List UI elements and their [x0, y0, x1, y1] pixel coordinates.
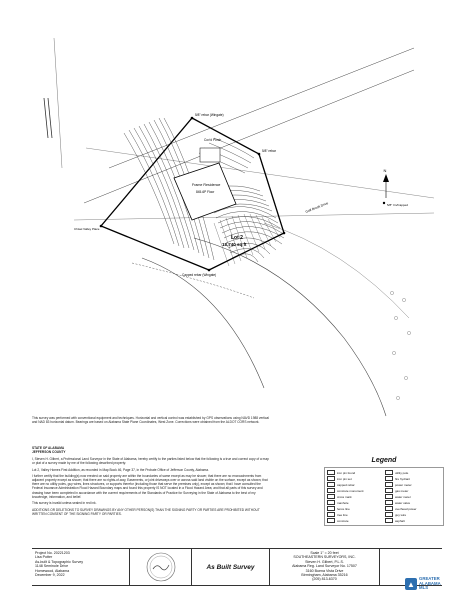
corner-se-label: 5/8" rebar	[262, 149, 276, 153]
survey-sheet	[14, 8, 437, 591]
road-edge-line	[194, 238, 386, 416]
corner-sw-label: Capped rebar (Wingate)	[182, 273, 217, 277]
lot-label: Lot 2	[231, 235, 243, 241]
legend-item: power meter	[385, 482, 441, 487]
property-address-1: 1148 Seminole Drive	[35, 564, 69, 569]
legend-item: water meter	[385, 494, 441, 499]
drawing-scale: Scale 1" = 20 feet	[310, 551, 339, 555]
road-edge-line	[74, 213, 434, 220]
legend-symbol-icon	[385, 500, 393, 505]
project-number: Project No. 20221203	[35, 551, 70, 555]
residence-label: Frame Residence	[192, 183, 221, 187]
title-block	[32, 548, 442, 586]
road-edge-line	[264, 223, 409, 318]
legend-symbol-icon	[385, 482, 393, 487]
legend-symbol-icon	[327, 518, 335, 523]
client-name: Lisa Potter	[35, 555, 53, 560]
lot-description: Lot 2, Valley Homes First Addition, as recorded in Map Book 46, Page 37, in the Probate Office of Jefferson County, Alabama.	[32, 467, 209, 472]
road-edge-line	[54, 38, 62, 168]
corner-marker	[191, 117, 194, 120]
further-certification: I further certify that the building(s) now erected on said property are within the boundaries of same except as may be shown; that there are no encroachments from adjacent property except as shown; that there are no rights-of-way, Easements, or joint driveways over or across said land visible on the surface, except as shown; that there are no utility poles, guy wires, lines structures, or supports therefor (including those that serve the premises only), except as shown; that I have consulted the Federal Insurance Administration Flood Hazard Boundary maps and found this property IS NOT located in a Flood Hazard Area; and that all parts of this survey and drawing have been completed in accordance with the current requirements of the Standards of Practice for Surveying in the State of Alabama to the best of my knowledge, information, and belief.	[32, 474, 268, 499]
legend-item: concrete	[327, 518, 383, 523]
legend-item: overhead power	[385, 506, 441, 511]
legend-symbol-icon	[385, 470, 393, 475]
east-pin-label: 5/8" Irn/Capped	[387, 203, 408, 207]
seal-stamp-icon	[145, 551, 177, 583]
legend-symbol-icon	[327, 512, 335, 517]
property-address-2: Homewood, Alabama	[35, 568, 70, 573]
firm-name: SOUTHEASTERN SURVEYORS, INC.	[293, 555, 356, 560]
legend-grid	[324, 467, 444, 526]
firm-address-2: Birmingham, Alabama 35216	[301, 573, 348, 578]
legend-symbol-icon	[327, 506, 335, 511]
legend	[324, 457, 444, 526]
road-edge-line	[142, 258, 264, 388]
surveyor-name: Steven H. Gilbert, P.L.S.	[305, 559, 344, 564]
legend-symbol-icon	[385, 512, 393, 517]
legend-symbol-icon	[327, 500, 335, 505]
survey-drawing	[14, 8, 437, 418]
legend-item: water valve	[385, 500, 441, 505]
legend-title: Legend	[371, 457, 397, 464]
road-edge-line	[84, 70, 414, 203]
legend-symbol-icon	[385, 518, 393, 523]
residence-detail: 845-6P Floor	[196, 190, 215, 194]
corner-marker	[383, 202, 385, 204]
mls-logo-icon: ▲	[405, 578, 417, 590]
surveyor-seal	[130, 549, 192, 585]
legend-item: asphalt	[385, 518, 441, 523]
legend-item: gas meter	[385, 488, 441, 493]
legend-symbol-icon	[385, 494, 393, 499]
legend-symbol-icon	[327, 482, 335, 487]
legend-symbol-icon	[327, 470, 335, 475]
lot-area: 18,740 sq ft	[222, 242, 247, 247]
north-arrow-icon	[383, 168, 389, 198]
legend-item: capped rebar	[327, 482, 383, 487]
side-label: Chisel Valley Place	[74, 227, 100, 231]
validity-note: This survey is invalid unless sealed in red ink.	[32, 501, 97, 506]
firm-info	[270, 549, 380, 585]
corner-marker	[208, 269, 211, 272]
mls-badge	[405, 572, 445, 596]
legend-item: fire hydrant	[385, 476, 441, 481]
legend-item: fence line	[327, 506, 383, 511]
survey-date: December 9, 2022	[35, 573, 65, 578]
legend-item: manhole	[327, 500, 383, 505]
legend-symbol-icon	[385, 488, 393, 493]
road-centerline	[44, 98, 48, 138]
legend-symbol-icon	[385, 476, 393, 481]
county-heading: JEFFERSON COUNTY	[32, 450, 66, 455]
legend-item: guy wire	[385, 512, 441, 517]
survey-type: As Built Survey	[192, 549, 270, 585]
legend-symbol-icon	[327, 488, 335, 493]
road-centerline	[48, 98, 52, 138]
legend-item: iron pin set	[327, 476, 383, 481]
survey-notes	[32, 416, 272, 519]
corner-marker	[258, 153, 261, 156]
corner-marker	[100, 225, 103, 228]
legend-item: utility pole	[385, 470, 441, 475]
firm-address-1: 3160 Buena Vista Drive	[305, 568, 344, 573]
survey-kind: As-built & Topographic Survey	[35, 559, 84, 564]
legend-item: tree line	[327, 512, 383, 517]
legend-item: cross mark	[327, 494, 383, 499]
corner-marker	[283, 232, 286, 235]
utility-line	[132, 263, 254, 298]
corner-ne-label: 5/8" rebar (Wingate)	[195, 113, 224, 117]
legend-symbol-icon	[327, 476, 335, 481]
porch-outline	[200, 148, 220, 162]
certification-text: I, Steven H. Gilbert, a Professional Land Surveyor in the State of Alabama, hereby certify to the parties listed below that the following is a true and correct copy of a map or plat of a survey made by me of the following described property:	[32, 456, 269, 465]
warning-note: ADDITIONS OR DELETIONS TO SURVEY DRAWINGS BY ANY OTHER PERSON(S) THAN THE SIGNING PARTY OR PARTIES ARE PROHIBITED WITHOUT WRITTEN CONSENT OF THE SIGNING PARTY OR PARTIES.	[32, 507, 260, 516]
road-label: Golf Brook Drive	[304, 201, 329, 214]
legend-symbol-icon	[327, 494, 335, 499]
registration-number: Alabama Reg. Land Surveyor No. 17507	[292, 564, 357, 569]
tree-symbols	[390, 291, 410, 399]
firm-phone: (205) 813-6370	[312, 577, 337, 582]
porch-label: Cov'd Porch	[204, 138, 222, 142]
survey-method-note: This survey was performed with conventional equipment and techniques. Horizontal and vertical control was established by GPS observations using NAVD 1988 vertical and NAD 83 horizontal datum. Bearings are based on Alabama State Plane Coordinates, West Zone. Corrections were obtained from the ALDOT CORS network.	[32, 416, 269, 425]
project-info	[32, 549, 130, 585]
svg-text:N: N	[383, 168, 387, 173]
mls-badge-text: GREATER ALABAMA MLS	[419, 576, 441, 591]
legend-item: concrete monument	[327, 488, 383, 493]
state-heading: STATE OF ALABAMA	[32, 446, 65, 451]
legend-symbol-icon	[385, 506, 393, 511]
legend-item: iron pin found	[327, 470, 383, 475]
